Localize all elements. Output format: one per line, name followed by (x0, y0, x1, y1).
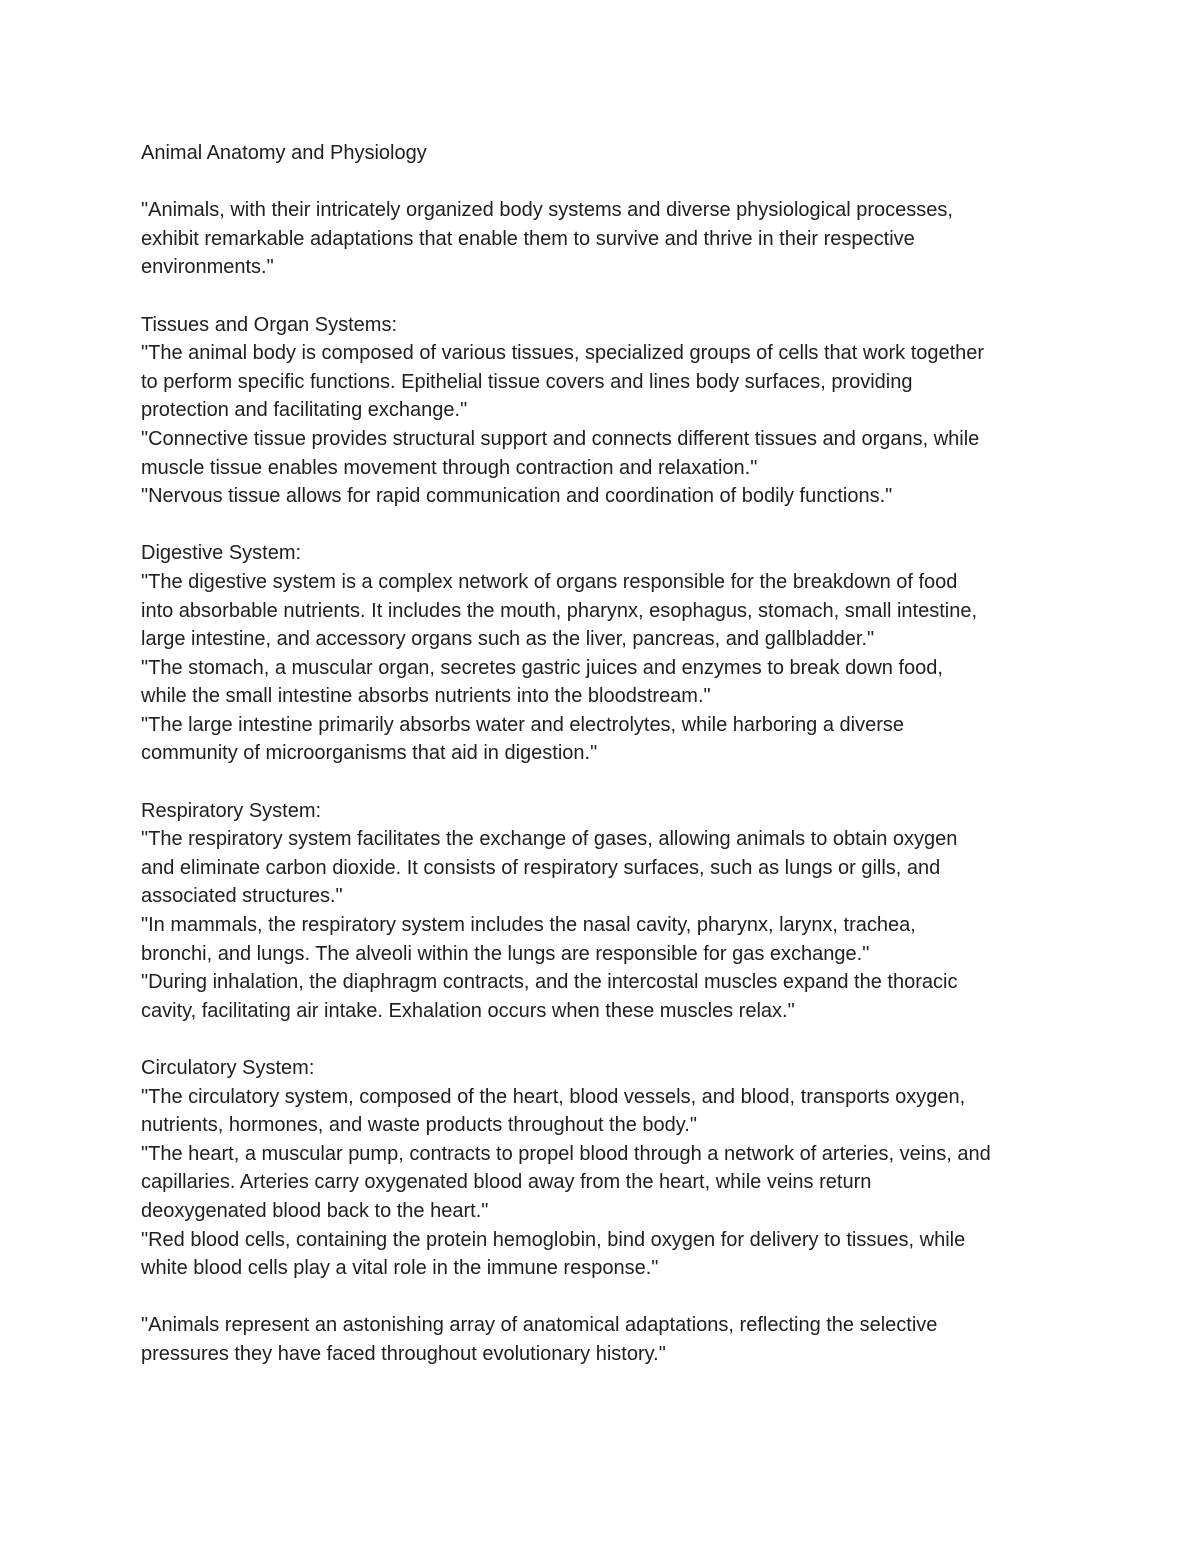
section-heading: Digestive System: (141, 542, 302, 565)
intro-paragraph (141, 196, 1071, 282)
section-line: into absorbable nutrients. It includes the mouth, pharynx, esophagus, stomach, small intestine, (141, 599, 978, 622)
closing-line: "Animals represent an astonishing array of anatomical adaptations, reflecting the selective (141, 1314, 938, 1337)
document-title-block (141, 139, 1071, 168)
section-line: and eliminate carbon dioxide. It consists of respiratory surfaces, such as lungs or gills, and (141, 856, 941, 879)
section-line: muscle tissue enables movement through contraction and relaxation." (141, 456, 758, 479)
section-line: "The large intestine primarily absorbs water and electrolytes, while harboring a diverse (141, 713, 905, 736)
section-line: "The stomach, a muscular organ, secretes gastric juices and enzymes to break down food, (141, 656, 943, 679)
section-line: nutrients, hormones, and waste products throughout the body." (141, 1114, 697, 1137)
document-title: Animal Anatomy and Physiology (141, 142, 427, 164)
section-line: "In mammals, the respiratory system includes the nasal cavity, pharynx, larynx, trachea, (141, 914, 916, 937)
section-line: to perform specific functions. Epithelial tissue covers and lines body surfaces, providing (141, 370, 913, 393)
section-line: "Red blood cells, containing the protein hemoglobin, bind oxygen for delivery to tissues, while (141, 1228, 966, 1251)
section-line: bronchi, and lungs. The alveoli within the lungs are responsible for gas exchange." (141, 942, 870, 965)
section-tissues (141, 311, 1071, 511)
section-line: "Nervous tissue allows for rapid communication and coordination of bodily functions." (141, 485, 893, 508)
section-line: large intestine, and accessory organs such as the liver, pancreas, and gallbladder." (141, 628, 875, 651)
section-line: protection and facilitating exchange." (141, 399, 468, 422)
section-line: "The digestive system is a complex network of organs responsible for the breakdown of food (141, 570, 958, 593)
closing-paragraph (141, 1311, 1071, 1368)
section-line: deoxygenated blood back to the heart." (141, 1199, 489, 1222)
intro-line: environments." (141, 256, 274, 279)
section-line: associated structures." (141, 885, 343, 908)
section-line: "The heart, a muscular pump, contracts to propel blood through a network of arteries, veins, and (141, 1142, 991, 1165)
document-page (141, 139, 1071, 1397)
section-line: "During inhalation, the diaphragm contracts, and the intercostal muscles expand the thoracic (141, 971, 958, 994)
section-line: while the small intestine absorbs nutrients into the bloodstream." (141, 685, 711, 708)
section-heading: Circulatory System: (141, 1057, 315, 1079)
section-line: "The animal body is composed of various tissues, specialized groups of cells that work together (141, 342, 985, 365)
section-line: capillaries. Arteries carry oxygenated blood away from the heart, while veins return (141, 1171, 872, 1194)
intro-line: exhibit remarkable adaptations that enable them to survive and thrive in their respective (141, 227, 915, 250)
section-heading: Respiratory System: (141, 799, 322, 822)
closing-line: pressures they have faced throughout evolutionary history." (141, 1342, 666, 1365)
section-line: "The circulatory system, composed of the heart, blood vessels, and blood, transports oxygen, (141, 1085, 966, 1108)
section-line: "Connective tissue provides structural support and connects different tissues and organs, while (141, 427, 980, 450)
section-digestive (141, 539, 1071, 768)
section-line: "The respiratory system facilitates the exchange of gases, allowing animals to obtain oxygen (141, 828, 958, 851)
section-circulatory (141, 1054, 1071, 1283)
intro-line: "Animals, with their intricately organized body systems and diverse physiological processes, (141, 199, 953, 222)
section-heading: Tissues and Organ Systems: (141, 313, 398, 336)
section-respiratory (141, 797, 1071, 1026)
section-line: cavity, facilitating air intake. Exhalation occurs when these muscles relax." (141, 999, 795, 1022)
section-line: white blood cells play a vital role in the immune response." (141, 1257, 659, 1280)
section-line: community of microorganisms that aid in digestion." (141, 742, 598, 765)
